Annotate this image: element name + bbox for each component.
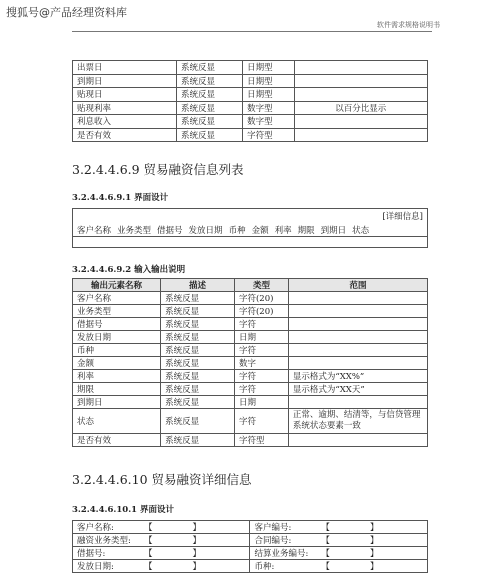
table-row (73, 101, 428, 115)
subsection-heading-ui: 3.2.4.4.6.9.1 界面设计 (72, 193, 169, 203)
field-table-top (72, 60, 428, 142)
bracket-close: 】 (369, 523, 379, 533)
table-cell: 系统反显 (161, 396, 235, 409)
list-divider (73, 236, 427, 237)
table-cell (288, 305, 427, 318)
bracket-close: 】 (369, 562, 379, 572)
field-label: 币种: (250, 560, 317, 573)
table-row (73, 88, 428, 102)
column-header: 范围 (288, 279, 427, 292)
bracket-open: 【 (321, 523, 330, 533)
table-cell: 系统反显 (161, 305, 235, 318)
list-column-header: 借据号 (157, 226, 183, 236)
table-cell: 以百分比显示 (294, 101, 427, 115)
table-cell: 贴现利率 (73, 101, 177, 115)
table-cell: 系统反显 (161, 409, 235, 434)
table-cell: 业务类型 (73, 305, 161, 318)
table-cell: 数字型 (243, 115, 294, 129)
detail-ui-table (72, 520, 428, 573)
list-column-header: 金额 (251, 226, 269, 236)
field-value (317, 547, 427, 560)
table-cell: 字符(20) (234, 292, 288, 305)
table-row (73, 74, 428, 88)
table-cell (288, 292, 427, 305)
detail-link[interactable]: [详细信息] (382, 212, 423, 222)
field-label: 借据号: (73, 547, 140, 560)
table-cell: 字符型 (234, 434, 288, 447)
bracket-close: 】 (192, 523, 201, 533)
bracket-open: 【 (143, 549, 153, 559)
table-cell: 到期日 (73, 74, 177, 88)
table-cell (288, 357, 427, 370)
list-column-header: 业务类型 (117, 226, 152, 236)
field-label: 客户编号: (250, 521, 317, 534)
table-cell: 字符型 (243, 128, 294, 142)
table-cell: 系统反显 (161, 318, 235, 331)
table-cell: 系统反显 (177, 74, 243, 88)
table-cell (294, 115, 427, 129)
table-row (73, 370, 428, 383)
list-column-header: 利率 (274, 226, 292, 236)
section-heading-list: 3.2.4.4.6.9 贸易融资信息列表 (72, 162, 244, 177)
field-label: 融资业务类型: (73, 534, 140, 547)
table-row (73, 547, 428, 560)
column-header: 输出元素名称 (73, 279, 161, 292)
field-value (140, 534, 250, 547)
table-cell: 系统反显 (161, 383, 235, 396)
table-cell: 字符 (234, 383, 288, 396)
watermark-text: 搜狐号@产品经理资料库 (6, 6, 127, 19)
bracket-close: 】 (369, 549, 379, 559)
table-cell: 金额 (73, 357, 161, 370)
table-cell: 系统反显 (177, 61, 243, 75)
table-cell: 系统反显 (161, 370, 235, 383)
field-value (317, 521, 427, 534)
table-row (73, 61, 428, 75)
table-row (73, 560, 428, 573)
table-cell: 正常、逾期、结清等，与信贷管理系统状态要素一致 (288, 409, 427, 434)
table-row (73, 318, 428, 331)
table-cell: 客户名称 (73, 292, 161, 305)
field-value (140, 521, 250, 534)
table-row (73, 434, 428, 447)
table-row (73, 383, 428, 396)
table-cell: 状态 (73, 409, 161, 434)
table-row (73, 396, 428, 409)
table-cell: 数字型 (243, 101, 294, 115)
field-label: 发放日期: (73, 560, 140, 573)
table-cell: 利息收入 (73, 115, 177, 129)
field-label: 结算业务编号: (250, 547, 317, 560)
table-cell: 到期日 (73, 396, 161, 409)
table-row (73, 115, 428, 129)
bracket-open: 【 (321, 562, 330, 572)
table-cell (288, 331, 427, 344)
table-cell: 日期型 (243, 61, 294, 75)
table-cell: 系统反显 (161, 292, 235, 305)
table-cell: 发放日期 (73, 331, 161, 344)
table-row (73, 409, 428, 434)
table-cell: 系统反显 (177, 101, 243, 115)
table-row (73, 331, 428, 344)
table-cell: 系统反显 (161, 331, 235, 344)
field-value (140, 547, 250, 560)
bracket-close: 】 (369, 536, 379, 546)
doc-header-title: 软件需求规格说明书 (377, 21, 440, 29)
table-row (73, 357, 428, 370)
bracket-open: 【 (321, 549, 330, 559)
field-label: 合同编号: (250, 534, 317, 547)
table-row (73, 534, 428, 547)
table-cell: 显示格式为“XX%” (288, 370, 427, 383)
list-column-header: 客户名称 (77, 226, 112, 236)
table-cell: 贴现日 (73, 88, 177, 102)
section-heading-detail: 3.2.4.4.6.10 贸易融资详细信息 (72, 472, 252, 487)
table-cell: 日期型 (243, 88, 294, 102)
table-row (73, 521, 428, 534)
table-cell (288, 344, 427, 357)
table-cell: 系统反显 (161, 357, 235, 370)
list-column-header: 发放日期 (188, 226, 223, 236)
table-cell: 字符 (234, 318, 288, 331)
table-cell: 字符 (234, 370, 288, 383)
table-cell: 系统反显 (177, 115, 243, 129)
table-cell: 字符 (234, 409, 288, 434)
list-column-header: 期限 (297, 226, 315, 236)
field-value (317, 534, 427, 547)
table-cell: 日期 (234, 396, 288, 409)
bracket-close: 】 (192, 536, 201, 546)
table-cell: 日期 (234, 331, 288, 344)
list-column-header: 状态 (352, 226, 370, 236)
table-row (73, 305, 428, 318)
column-header: 描述 (161, 279, 235, 292)
table-cell: 系统反显 (177, 128, 243, 142)
table-cell (294, 61, 427, 75)
table-cell (294, 74, 427, 88)
table-cell: 系统反显 (177, 88, 243, 102)
table-cell: 是否有效 (73, 128, 177, 142)
table-cell: 系统反显 (161, 344, 235, 357)
table-cell: 利率 (73, 370, 161, 383)
list-column-header: 到期日 (320, 226, 347, 236)
table-cell: 系统反显 (161, 434, 235, 447)
table-cell: 出票日 (73, 61, 177, 75)
bracket-close: 】 (192, 562, 201, 572)
header-rule (72, 31, 432, 32)
bracket-open: 【 (143, 536, 153, 546)
bracket-open: 【 (321, 536, 330, 546)
bracket-open: 【 (143, 523, 153, 533)
table-cell: 期限 (73, 383, 161, 396)
list-column-header: 币种 (228, 226, 246, 236)
table-row (73, 344, 428, 357)
io-table (72, 278, 428, 447)
bracket-open: 【 (143, 562, 153, 572)
table-cell (288, 434, 427, 447)
table-cell: 是否有效 (73, 434, 161, 447)
table-cell: 字符 (234, 344, 288, 357)
table-cell (294, 128, 427, 142)
table-cell: 借据号 (73, 318, 161, 331)
column-header: 类型 (234, 279, 288, 292)
table-cell: 币种 (73, 344, 161, 357)
field-value (140, 560, 250, 573)
table-cell (294, 88, 427, 102)
list-ui-mockup (72, 208, 428, 248)
table-cell (288, 396, 427, 409)
field-value (317, 560, 427, 573)
bracket-close: 】 (192, 549, 201, 559)
table-row (73, 292, 428, 305)
table-cell: 字符(20) (234, 305, 288, 318)
table-cell: 日期型 (243, 74, 294, 88)
list-column-headers (77, 224, 375, 236)
table-cell (288, 318, 427, 331)
table-cell: 显示格式为“XX天” (288, 383, 427, 396)
table-cell: 数字 (234, 357, 288, 370)
table-row (73, 128, 428, 142)
field-label: 客户名称: (73, 521, 140, 534)
subsection-heading-detail-ui: 3.2.4.4.6.10.1 界面设计 (72, 505, 175, 515)
subsection-heading-io: 3.2.4.4.6.9.2 输入输出说明 (72, 265, 186, 275)
